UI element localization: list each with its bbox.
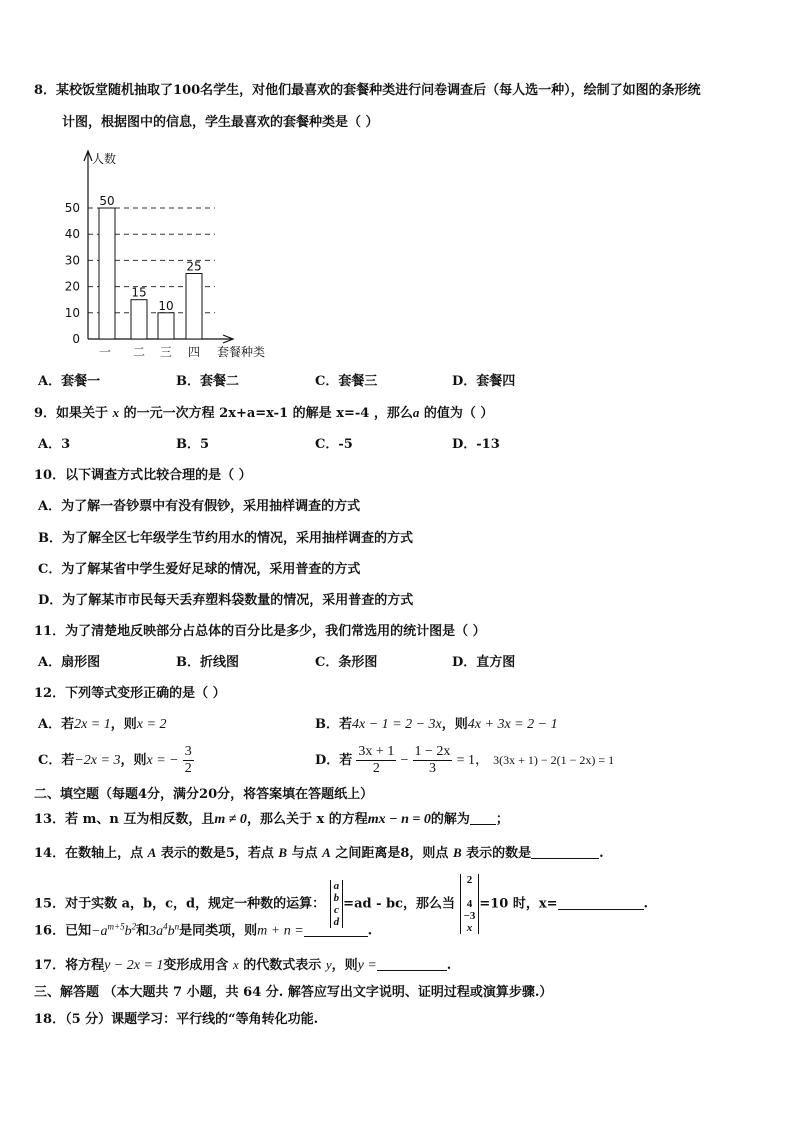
q9-option-d: D．-13: [452, 437, 500, 452]
q13-answer-blank: [470, 812, 496, 825]
x-category-label: 三: [159, 345, 173, 359]
q15-determinant-def: a b c d: [330, 880, 344, 928]
q10-stem: 10．以下调查方式比较合理的是（ ）: [34, 468, 252, 483]
q12-option-d: D．若 $\frac{3x + 1}{2}$ − $\frac{1 - 2x}{3}$ = 1， 3(3x + 1) − 2(1 − 2x) = 1: [315, 744, 615, 776]
x-axis-label: 套餐种类: [217, 345, 266, 359]
q17: 17．将方程y − 2x = 1变形成用含 x 的代数式表示 y，则y = .: [34, 957, 452, 973]
q12-option-c: C．若−2x = 3，则x = − $\frac{3}{2}$: [38, 744, 192, 776]
q12-option-b: B．若4x − 1 = 2 − 3x，则4x + 3x = 2 − 1: [315, 717, 558, 732]
bar-1: [99, 208, 115, 339]
section-fill-in-title: 二、填空题（每题4分，满分20分，将答案填在答题纸上）: [34, 787, 374, 802]
bar-value-label: 15: [131, 285, 147, 300]
q12-option-a: A．若2x = 1，则x = 2: [38, 717, 167, 732]
q17-answer-blank: [377, 958, 447, 971]
y-axis-label: 人数: [92, 152, 117, 166]
q8-option-c: C．套餐三: [315, 374, 378, 389]
y-tick-label: 40: [64, 227, 80, 242]
q16-answer-blank: [304, 924, 368, 937]
q10-option-c: C．为了解某省中学生爱好足球的情况，采用普查的方式: [38, 562, 361, 577]
q10-option-a: A．为了解一沓钞票中有没有假钞，采用抽样调查的方式: [38, 499, 361, 514]
q12-d-fraction-1: $\frac{3x + 1}{2}$: [358, 744, 395, 776]
q11-option-d: D．直方图: [452, 655, 516, 670]
y-tick-label: 20: [64, 279, 80, 294]
q12-d-fraction-2: $\frac{1 - 2x}{3}$: [414, 744, 451, 776]
q11-stem: 11．为了清楚地反映部分占总体的百分比是多少，我们常选用的统计图是（ ）: [34, 624, 486, 639]
y-tick-label: 0: [72, 332, 80, 346]
q11-option-b: B．折线图: [176, 655, 239, 670]
q9-option-a: A．3: [38, 437, 71, 452]
q8-option-d: D．套餐四: [452, 374, 516, 389]
q8-stem-line2: 计图，根据图中的信息，学生最喜欢的套餐种类是（ ）: [62, 115, 379, 130]
q12-stem: 12．下列等式变形正确的是（ ）: [34, 686, 226, 701]
q11-option-a: A．扇形图: [38, 655, 101, 670]
q12-c-fraction: $\frac{3}{2}$: [184, 744, 192, 776]
bar-value-label: 25: [186, 259, 202, 274]
q9-option-c: C．-5: [315, 437, 353, 452]
q15-answer-blank: [558, 897, 644, 910]
x-category-label: 一: [98, 345, 112, 359]
q10-option-b: B．为了解全区七年级学生节约用水的情况，采用抽样调查的方式: [38, 531, 413, 546]
q9-stem: 9．如果关于 x 的一元一次方程 2x+a=x-1 的解是 x=-4 ，那么a 的值为（ ）: [34, 405, 494, 421]
q18-stem: 18．（5 分）课题学习：平行线的“等角转化功能.: [34, 1012, 319, 1027]
q9-option-b: B．5: [176, 437, 210, 452]
q13: 13．若 m、n 互为相反数，且m ≠ 0，那么关于 x 的方程mx − n = 0的解为 ；: [34, 812, 509, 827]
section-solve-title: 三、解答题 （本大题共 7 小题，共 64 分. 解答应写出文字说明、证明过程或演算步骤.）: [34, 985, 553, 1000]
q15-determinant-value: 2 4 −3 x: [460, 874, 480, 934]
q8-option-b: B．套餐二: [176, 374, 239, 389]
y-tick-label: 50: [64, 201, 80, 215]
y-tick-label: 30: [64, 253, 80, 268]
bar-chart: [55, 143, 295, 365]
q10-option-d: D．为了解某市市民每天丢弃塑料袋数量的情况，采用普查的方式: [38, 593, 414, 608]
q14: 14．在数轴上，点 A 表示的数是5，若点 B 与点 A 之间距离是8，则点 B 表示的数是 .: [34, 845, 604, 861]
q16: 16．已知$-a^{m+5}b^2$和$3a^4b^n$是同类项，则m + n = .: [34, 921, 373, 939]
bar-3: [158, 313, 174, 339]
q11-option-c: C．条形图: [315, 655, 378, 670]
x-category-label: 四: [187, 345, 201, 359]
bar-2: [131, 300, 147, 339]
y-tick-label: 10: [64, 305, 80, 320]
q8-stem-line1: 8．某校饭堂随机抽取了100名学生，对他们最喜欢的套餐种类进行问卷调查后（每人选一种），绘制了如图的条形统: [34, 83, 701, 98]
bar-value-label: 10: [158, 298, 174, 313]
q14-answer-blank: [531, 846, 599, 859]
bar-4: [186, 274, 202, 340]
bar-value-label: 50: [99, 194, 115, 208]
q15: 15．对于实数 a，b，c，d，规定一种数的运算： a b c d =ad - bc，那么当 2 4 −3 x =10 时，x= .: [34, 874, 649, 934]
q8-option-a: A．套餐一: [38, 374, 101, 389]
x-category-label: 二: [132, 345, 146, 359]
